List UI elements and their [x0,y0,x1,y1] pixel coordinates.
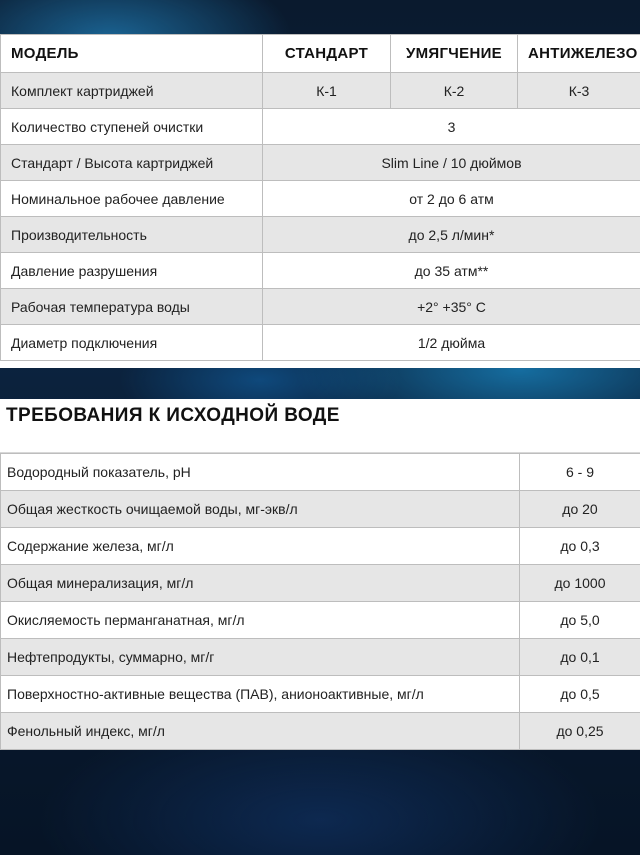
cell-value: до 0,1 [520,639,640,676]
row-label: Номинальное рабочее давление [1,181,263,217]
spec-header-row [1,35,640,73]
table-row [1,528,640,565]
header-antiiron: АНТИЖЕЛЕЗО [518,35,640,73]
table-row [1,145,640,181]
table-row [1,181,640,217]
table-row [1,253,640,289]
table-row [1,454,640,491]
table-row [1,217,640,253]
cell-value: до 35 атм** [263,253,640,289]
row-label: Фенольный индекс, мг/л [1,713,520,750]
cell-value: от 2 до 6 атм [263,181,640,217]
table-row [1,109,640,145]
row-label: Стандарт / Высота картриджей [1,145,263,181]
cell-value: до 2,5 л/мин* [263,217,640,253]
table-row [1,491,640,528]
cell-value: К-1 [263,73,391,109]
cell-value: до 0,5 [520,676,640,713]
row-label: Общая жесткость очищаемой воды, мг-экв/л [1,491,520,528]
requirements-panel [0,399,640,750]
table-row [1,325,640,361]
requirements-table [0,453,640,750]
row-label: Производительность [1,217,263,253]
cell-value: до 0,25 [520,713,640,750]
cell-value: +2° +35° С [263,289,640,325]
table-row [1,713,640,750]
header-softening: УМЯГЧЕНИЕ [391,35,518,73]
row-label: Общая минерализация, мг/л [1,565,520,602]
spec-table [0,34,640,361]
requirements-title: ТРЕБОВАНИЯ К ИСХОДНОЙ ВОДЕ [0,399,640,453]
table-row [1,602,640,639]
cell-value: 6 - 9 [520,454,640,491]
header-standard: СТАНДАРТ [263,35,391,73]
row-label: Водородный показатель, pH [1,454,520,491]
row-label: Количество ступеней очистки [1,109,263,145]
cell-value: Slim Line / 10 дюймов [263,145,640,181]
cell-value: К-2 [391,73,518,109]
cell-value: 1/2 дюйма [263,325,640,361]
cell-value: К-3 [518,73,640,109]
cell-value: до 1000 [520,565,640,602]
table-row [1,289,640,325]
table-row [1,639,640,676]
row-label: Рабочая температура воды [1,289,263,325]
cell-value: до 20 [520,491,640,528]
cell-value: 3 [263,109,640,145]
table-row [1,676,640,713]
row-label: Давление разрушения [1,253,263,289]
row-label: Диаметр подключения [1,325,263,361]
row-label: Окисляемость перманганатная, мг/л [1,602,520,639]
table-row [1,565,640,602]
cell-value: до 5,0 [520,602,640,639]
row-label: Поверхностно-активные вещества (ПАВ), анионоактивные, мг/л [1,676,520,713]
spec-table-panel [0,34,640,368]
table-row [1,73,640,109]
row-label: Содержание железа, мг/л [1,528,520,565]
row-label: Нефтепродукты, суммарно, мг/г [1,639,520,676]
row-label: Комплект картриджей [1,73,263,109]
cell-value: до 0,3 [520,528,640,565]
header-model: МОДЕЛЬ [1,35,263,73]
